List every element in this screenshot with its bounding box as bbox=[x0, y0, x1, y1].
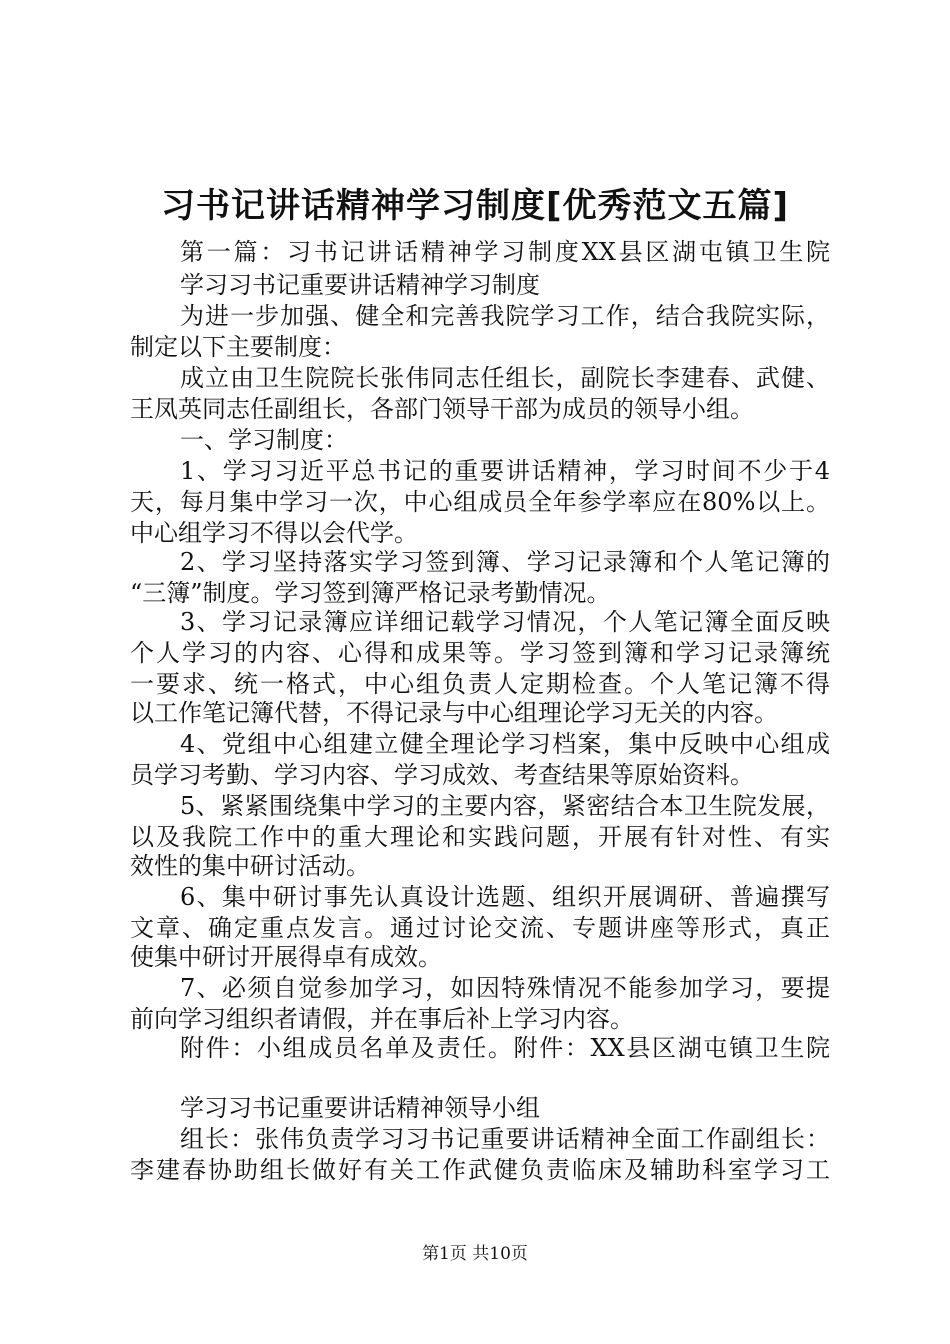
body-line: 前向学习组织者请假，并在事后补上学习内容。 bbox=[130, 1005, 634, 1033]
body-line: 一要求、统一格式，中心组负责人定期检查。个人笔记簿不得 bbox=[130, 670, 830, 698]
body-line: 学习习书记重要讲话精神领导小组 bbox=[180, 1094, 540, 1122]
body-line: 员学习考勤、学习内容、学习成效、考查结果等原始资料。 bbox=[130, 761, 754, 789]
body-line: 李建春协助组长做好有关工作武健负责临床及辅助科室学习工 bbox=[130, 1156, 830, 1184]
body-line: 2、学习坚持落实学习签到簿、学习记录簿和个人笔记簿的 bbox=[180, 548, 830, 576]
body-line: “三簿”制度。学习签到簿严格记录考勤情况。 bbox=[130, 579, 611, 607]
body-line: 使集中研讨开展得卓有成效。 bbox=[130, 943, 442, 971]
body-line: 王凤英同志任副组长，各部门领导干部为成员的领导小组。 bbox=[130, 395, 754, 423]
body-line: 以及我院工作中的重大理论和实践问题，开展有针对性、有实 bbox=[130, 823, 830, 851]
body-line: 成立由卫生院院长张伟同志任组长，副院长李建春、武健、 bbox=[180, 364, 830, 392]
body-line: 1、学习习近平总书记的重要讲话精神，学习时间不少于4 bbox=[180, 457, 830, 485]
body-line: 4、党组中心组建立健全理论学习档案，集中反映中心组成 bbox=[180, 730, 830, 758]
body-line: 天，每月集中学习一次，中心组成员全年参学率应在80%以上。 bbox=[130, 488, 830, 516]
body-line: 制定以下主要制度： bbox=[130, 333, 346, 361]
body-line: 3、学习记录簿应详细记载学习情况，个人笔记簿全面反映 bbox=[180, 608, 830, 636]
body-line: 效性的集中研讨活动。 bbox=[130, 852, 370, 880]
body-line: 一、学习制度： bbox=[180, 426, 348, 454]
body-line: 个人学习的内容、心得和成果等。学习签到簿和学习记录簿统 bbox=[130, 639, 830, 667]
body-line: 附件：小组成员名单及责任。附件：XX县区湖屯镇卫生院 bbox=[180, 1034, 830, 1062]
body-line: 以工作笔记簿代替，不得记录与中心组理论学习无关的内容。 bbox=[130, 699, 778, 727]
body-line: 为进一步加强、健全和完善我院学习工作，结合我院实际， bbox=[180, 302, 830, 330]
body-line: 学习习书记重要讲话精神学习制度 bbox=[180, 271, 540, 299]
body-line: 7、必须自觉参加学习，如因特殊情况不能参加学习，要提 bbox=[180, 974, 830, 1002]
page-number-footer: 第1页 共10页 bbox=[422, 1244, 528, 1264]
body-line: 5、紧紧围绕集中学习的主要内容，紧密结合本卫生院发展， bbox=[180, 792, 830, 820]
body-line: 组长：张伟负责学习习书记重要讲话精神全面工作副组长： bbox=[180, 1125, 830, 1153]
body-line: 6、集中研讨事先认真设计选题、组织开展调研、普遍撰写 bbox=[180, 883, 830, 911]
document-title: 习书记讲话精神学习制度[优秀范文五篇] bbox=[160, 186, 790, 226]
body-line: 文章、确定重点发言。通过讨论交流、专题讲座等形式，真正 bbox=[130, 914, 830, 942]
body-line: 第一篇：习书记讲话精神学习制度XX县区湖屯镇卫生院 bbox=[180, 238, 830, 266]
body-line: 中心组学习不得以会代学。 bbox=[130, 519, 418, 547]
